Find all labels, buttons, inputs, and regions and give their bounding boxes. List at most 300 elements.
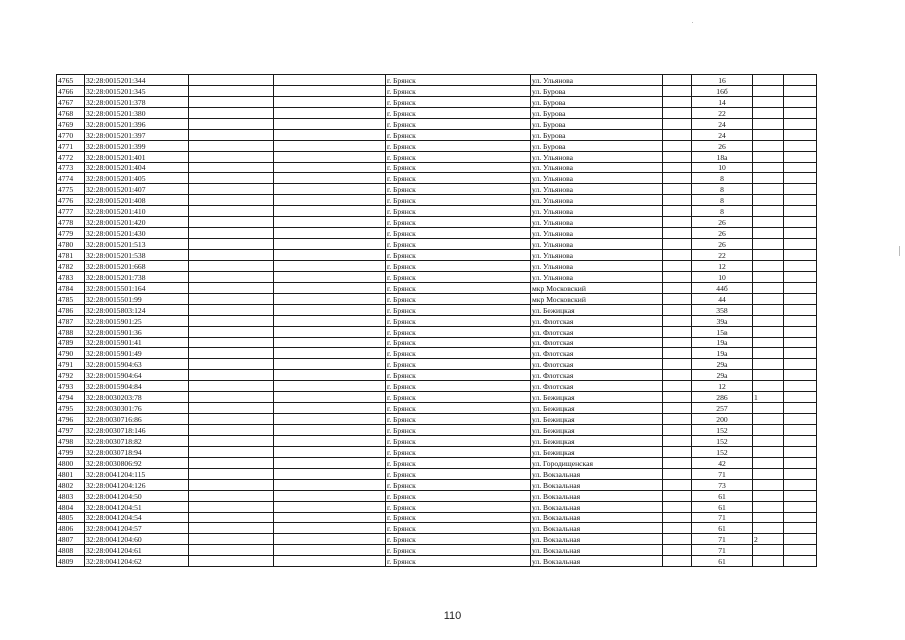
cadastral-number-cell: 32:28:0015904:64 — [85, 370, 189, 381]
city-cell: г. Брянск — [386, 75, 531, 86]
empty-cell — [189, 75, 274, 86]
table-row — [57, 348, 817, 359]
city-cell: г. Брянск — [386, 228, 531, 239]
empty-cell — [189, 195, 274, 206]
row-number-cell: 4785 — [57, 293, 85, 304]
table-row — [57, 271, 817, 282]
city-cell: г. Брянск — [386, 523, 531, 534]
empty-cell — [784, 326, 817, 337]
cadastral-number-cell: 32:28:0015201:401 — [85, 151, 189, 162]
empty-cell — [784, 556, 817, 567]
street-cell: ул. Вокзальная — [531, 479, 663, 490]
empty-cell — [663, 282, 692, 293]
empty-cell — [663, 457, 692, 468]
empty-cell — [189, 457, 274, 468]
house-number-cell: 152 — [692, 446, 753, 457]
extra-value-cell — [753, 206, 784, 217]
row-number-cell: 4786 — [57, 304, 85, 315]
empty-cell — [274, 425, 386, 436]
row-number-cell: 4802 — [57, 479, 85, 490]
house-number-cell: 71 — [692, 512, 753, 523]
extra-value-cell — [753, 556, 784, 567]
street-cell: ул. Ульянова — [531, 151, 663, 162]
empty-cell — [784, 337, 817, 348]
scan-speck — [899, 246, 900, 256]
table-row — [57, 425, 817, 436]
empty-cell — [784, 75, 817, 86]
empty-cell — [274, 348, 386, 359]
table-row — [57, 96, 817, 107]
row-number-cell: 4805 — [57, 512, 85, 523]
empty-cell — [274, 457, 386, 468]
empty-cell — [663, 162, 692, 173]
cadastral-number-cell: 32:28:0015201:396 — [85, 118, 189, 129]
empty-cell — [784, 392, 817, 403]
table-row — [57, 534, 817, 545]
empty-cell — [663, 173, 692, 184]
row-number-cell: 4765 — [57, 75, 85, 86]
city-cell: г. Брянск — [386, 468, 531, 479]
empty-cell — [189, 228, 274, 239]
row-number-cell: 4808 — [57, 545, 85, 556]
house-number-cell: 26 — [692, 140, 753, 151]
cadastral-number-cell: 32:28:0015201:410 — [85, 206, 189, 217]
empty-cell — [784, 315, 817, 326]
empty-cell — [663, 250, 692, 261]
empty-cell — [663, 512, 692, 523]
empty-cell — [189, 260, 274, 271]
empty-cell — [784, 545, 817, 556]
empty-cell — [189, 315, 274, 326]
empty-cell — [274, 206, 386, 217]
extra-value-cell — [753, 195, 784, 206]
city-cell: г. Брянск — [386, 479, 531, 490]
extra-value-cell — [753, 501, 784, 512]
house-number-cell: 152 — [692, 435, 753, 446]
empty-cell — [784, 250, 817, 261]
street-cell: ул. Бежицкая — [531, 425, 663, 436]
empty-cell — [663, 479, 692, 490]
empty-cell — [189, 140, 274, 151]
row-number-cell: 4801 — [57, 468, 85, 479]
street-cell: ул. Ульянова — [531, 162, 663, 173]
empty-cell — [189, 501, 274, 512]
empty-cell — [663, 392, 692, 403]
empty-cell — [189, 446, 274, 457]
house-number-cell: 61 — [692, 501, 753, 512]
empty-cell — [663, 326, 692, 337]
house-number-cell: 61 — [692, 490, 753, 501]
house-number-cell: 8 — [692, 173, 753, 184]
empty-cell — [784, 107, 817, 118]
house-number-cell: 42 — [692, 457, 753, 468]
city-cell: г. Брянск — [386, 293, 531, 304]
cadastral-number-cell: 32:28:0015201:344 — [85, 75, 189, 86]
city-cell: г. Брянск — [386, 260, 531, 271]
table-row — [57, 129, 817, 140]
street-cell: ул. Вокзальная — [531, 512, 663, 523]
empty-cell — [274, 173, 386, 184]
extra-value-cell — [753, 435, 784, 446]
empty-cell — [274, 359, 386, 370]
row-number-cell: 4806 — [57, 523, 85, 534]
empty-cell — [663, 523, 692, 534]
empty-cell — [274, 282, 386, 293]
street-cell: ул. Ульянова — [531, 260, 663, 271]
empty-cell — [784, 304, 817, 315]
empty-cell — [189, 392, 274, 403]
empty-cell — [189, 534, 274, 545]
extra-value-cell — [753, 403, 784, 414]
cadastral-number-cell: 32:28:0015201:408 — [85, 195, 189, 206]
empty-cell — [784, 490, 817, 501]
street-cell: ул. Флотская — [531, 381, 663, 392]
scan-speck — [692, 22, 693, 23]
empty-cell — [189, 414, 274, 425]
empty-cell — [663, 293, 692, 304]
empty-cell — [189, 556, 274, 567]
house-number-cell: 10 — [692, 271, 753, 282]
cadastral-number-cell: 32:28:0015501:99 — [85, 293, 189, 304]
row-number-cell: 4771 — [57, 140, 85, 151]
empty-cell — [663, 304, 692, 315]
empty-cell — [189, 250, 274, 261]
cadastral-number-cell: 32:28:0015201:399 — [85, 140, 189, 151]
house-number-cell: 44б — [692, 282, 753, 293]
extra-value-cell — [753, 151, 784, 162]
cadastral-number-cell: 32:28:0041204:54 — [85, 512, 189, 523]
empty-cell — [274, 490, 386, 501]
house-number-cell: 29а — [692, 370, 753, 381]
empty-cell — [274, 271, 386, 282]
house-number-cell: 61 — [692, 556, 753, 567]
extra-value-cell — [753, 85, 784, 96]
empty-cell — [784, 85, 817, 96]
empty-cell — [663, 446, 692, 457]
empty-cell — [784, 435, 817, 446]
cadastral-number-cell: 32:28:0015901:25 — [85, 315, 189, 326]
city-cell: г. Брянск — [386, 118, 531, 129]
table-row — [57, 228, 817, 239]
empty-cell — [274, 479, 386, 490]
table-row — [57, 239, 817, 250]
row-number-cell: 4773 — [57, 162, 85, 173]
table-row — [57, 556, 817, 567]
empty-cell — [784, 195, 817, 206]
empty-cell — [189, 239, 274, 250]
extra-value-cell — [753, 337, 784, 348]
house-number-cell: 19а — [692, 348, 753, 359]
empty-cell — [274, 326, 386, 337]
city-cell: г. Брянск — [386, 403, 531, 414]
table-row — [57, 206, 817, 217]
house-number-cell: 257 — [692, 403, 753, 414]
street-cell: ул. Ульянова — [531, 184, 663, 195]
empty-cell — [274, 392, 386, 403]
city-cell: г. Брянск — [386, 446, 531, 457]
city-cell: г. Брянск — [386, 545, 531, 556]
cadastral-number-cell: 32:28:0030718:94 — [85, 446, 189, 457]
table-row — [57, 446, 817, 457]
row-number-cell: 4799 — [57, 446, 85, 457]
empty-cell — [663, 96, 692, 107]
street-cell: ул. Вокзальная — [531, 501, 663, 512]
table-row — [57, 118, 817, 129]
empty-cell — [274, 304, 386, 315]
city-cell: г. Брянск — [386, 304, 531, 315]
registry-table — [56, 74, 817, 567]
empty-cell — [274, 315, 386, 326]
extra-value-cell — [753, 96, 784, 107]
empty-cell — [784, 228, 817, 239]
table-row — [57, 326, 817, 337]
cadastral-number-cell: 32:28:0030716:86 — [85, 414, 189, 425]
empty-cell — [663, 315, 692, 326]
street-cell: ул. Бежицкая — [531, 414, 663, 425]
table-row — [57, 392, 817, 403]
empty-cell — [663, 129, 692, 140]
empty-cell — [189, 206, 274, 217]
cadastral-number-cell: 32:28:0015201:513 — [85, 239, 189, 250]
table-row — [57, 250, 817, 261]
street-cell: ул. Ульянова — [531, 271, 663, 282]
empty-cell — [189, 468, 274, 479]
empty-cell — [189, 523, 274, 534]
empty-cell — [784, 282, 817, 293]
street-cell: ул. Вокзальная — [531, 556, 663, 567]
cadastral-number-cell: 32:28:0041204:51 — [85, 501, 189, 512]
house-number-cell: 14 — [692, 96, 753, 107]
cadastral-number-cell: 32:28:0015904:84 — [85, 381, 189, 392]
empty-cell — [784, 381, 817, 392]
empty-cell — [663, 118, 692, 129]
empty-cell — [189, 184, 274, 195]
empty-cell — [189, 337, 274, 348]
row-number-cell: 4803 — [57, 490, 85, 501]
empty-cell — [784, 468, 817, 479]
extra-value-cell — [753, 512, 784, 523]
cadastral-number-cell: 32:28:0015901:49 — [85, 348, 189, 359]
empty-cell — [274, 545, 386, 556]
row-number-cell: 4804 — [57, 501, 85, 512]
empty-cell — [784, 414, 817, 425]
extra-value-cell — [753, 260, 784, 271]
empty-cell — [784, 359, 817, 370]
empty-cell — [784, 370, 817, 381]
empty-cell — [663, 545, 692, 556]
extra-value-cell — [753, 545, 784, 556]
extra-value-cell — [753, 381, 784, 392]
city-cell: г. Брянск — [386, 206, 531, 217]
city-cell: г. Брянск — [386, 140, 531, 151]
city-cell: г. Брянск — [386, 282, 531, 293]
empty-cell — [784, 206, 817, 217]
street-cell: ул. Флотская — [531, 348, 663, 359]
house-number-cell: 286 — [692, 392, 753, 403]
house-number-cell: 39а — [692, 315, 753, 326]
table-row — [57, 282, 817, 293]
street-cell: мкр Московский — [531, 293, 663, 304]
cadastral-number-cell: 32:28:0015201:345 — [85, 85, 189, 96]
table-row — [57, 217, 817, 228]
empty-cell — [663, 85, 692, 96]
street-cell: ул. Вокзальная — [531, 490, 663, 501]
house-number-cell: 24 — [692, 118, 753, 129]
cadastral-number-cell: 32:28:0030301:76 — [85, 403, 189, 414]
empty-cell — [274, 195, 386, 206]
city-cell: г. Брянск — [386, 414, 531, 425]
city-cell: г. Брянск — [386, 96, 531, 107]
city-cell: г. Брянск — [386, 129, 531, 140]
street-cell: ул. Бежицкая — [531, 403, 663, 414]
extra-value-cell — [753, 282, 784, 293]
cadastral-number-cell: 32:28:0015201:378 — [85, 96, 189, 107]
table-row — [57, 184, 817, 195]
row-number-cell: 4782 — [57, 260, 85, 271]
house-number-cell: 24 — [692, 129, 753, 140]
empty-cell — [663, 348, 692, 359]
city-cell: г. Брянск — [386, 107, 531, 118]
table-row — [57, 490, 817, 501]
empty-cell — [189, 512, 274, 523]
city-cell: г. Брянск — [386, 512, 531, 523]
empty-cell — [784, 271, 817, 282]
empty-cell — [274, 140, 386, 151]
empty-cell — [274, 250, 386, 261]
street-cell: ул. Бурова — [531, 107, 663, 118]
empty-cell — [189, 359, 274, 370]
house-number-cell: 19а — [692, 337, 753, 348]
city-cell: г. Брянск — [386, 173, 531, 184]
empty-cell — [274, 75, 386, 86]
empty-cell — [784, 140, 817, 151]
cadastral-number-cell: 32:28:0030718:82 — [85, 435, 189, 446]
table-row — [57, 457, 817, 468]
empty-cell — [189, 490, 274, 501]
city-cell: г. Брянск — [386, 556, 531, 567]
row-number-cell: 4775 — [57, 184, 85, 195]
cadastral-number-cell: 32:28:0041204:61 — [85, 545, 189, 556]
empty-cell — [784, 534, 817, 545]
row-number-cell: 4796 — [57, 414, 85, 425]
empty-cell — [274, 151, 386, 162]
empty-cell — [274, 468, 386, 479]
empty-cell — [663, 490, 692, 501]
empty-cell — [663, 271, 692, 282]
empty-cell — [663, 501, 692, 512]
extra-value-cell: 2 — [753, 534, 784, 545]
empty-cell — [189, 129, 274, 140]
empty-cell — [274, 435, 386, 446]
street-cell: ул. Бежицкая — [531, 392, 663, 403]
street-cell: ул. Флотская — [531, 326, 663, 337]
empty-cell — [663, 206, 692, 217]
cadastral-number-cell: 32:28:0041204:62 — [85, 556, 189, 567]
city-cell: г. Брянск — [386, 381, 531, 392]
empty-cell — [784, 260, 817, 271]
empty-cell — [274, 228, 386, 239]
table-row — [57, 140, 817, 151]
empty-cell — [189, 304, 274, 315]
empty-cell — [784, 512, 817, 523]
empty-cell — [663, 435, 692, 446]
empty-cell — [274, 96, 386, 107]
empty-cell — [189, 425, 274, 436]
empty-cell — [274, 446, 386, 457]
empty-cell — [274, 501, 386, 512]
street-cell: ул. Ульянова — [531, 195, 663, 206]
extra-value-cell — [753, 107, 784, 118]
empty-cell — [663, 359, 692, 370]
empty-cell — [784, 425, 817, 436]
house-number-cell: 10 — [692, 162, 753, 173]
house-number-cell: 71 — [692, 534, 753, 545]
empty-cell — [663, 260, 692, 271]
extra-value-cell — [753, 304, 784, 315]
extra-value-cell — [753, 326, 784, 337]
street-cell: ул. Городищенская — [531, 457, 663, 468]
house-number-cell: 26 — [692, 217, 753, 228]
street-cell: ул. Ульянова — [531, 173, 663, 184]
house-number-cell: 26 — [692, 239, 753, 250]
extra-value-cell — [753, 162, 784, 173]
empty-cell — [274, 85, 386, 96]
empty-cell — [274, 129, 386, 140]
street-cell: ул. Флотская — [531, 359, 663, 370]
cadastral-number-cell: 32:28:0015201:420 — [85, 217, 189, 228]
street-cell: ул. Вокзальная — [531, 534, 663, 545]
extra-value-cell — [753, 490, 784, 501]
city-cell: г. Брянск — [386, 490, 531, 501]
row-number-cell: 4777 — [57, 206, 85, 217]
empty-cell — [274, 184, 386, 195]
table-row — [57, 304, 817, 315]
table-row — [57, 414, 817, 425]
empty-cell — [189, 173, 274, 184]
extra-value-cell — [753, 425, 784, 436]
cadastral-number-cell: 32:28:0015901:36 — [85, 326, 189, 337]
empty-cell — [189, 107, 274, 118]
extra-value-cell — [753, 370, 784, 381]
table-row — [57, 260, 817, 271]
house-number-cell: 16б — [692, 85, 753, 96]
city-cell: г. Брянск — [386, 217, 531, 228]
table-row — [57, 107, 817, 118]
street-cell: ул. Флотская — [531, 370, 663, 381]
empty-cell — [189, 370, 274, 381]
street-cell: ул. Ульянова — [531, 75, 663, 86]
empty-cell — [663, 403, 692, 414]
row-number-cell: 4779 — [57, 228, 85, 239]
house-number-cell: 16 — [692, 75, 753, 86]
empty-cell — [663, 370, 692, 381]
empty-cell — [663, 468, 692, 479]
city-cell: г. Брянск — [386, 151, 531, 162]
row-number-cell: 4788 — [57, 326, 85, 337]
house-number-cell: 18а — [692, 151, 753, 162]
street-cell: ул. Ульянова — [531, 206, 663, 217]
empty-cell — [784, 217, 817, 228]
extra-value-cell — [753, 75, 784, 86]
cadastral-number-cell: 32:28:0041204:50 — [85, 490, 189, 501]
city-cell: г. Брянск — [386, 239, 531, 250]
empty-cell — [663, 217, 692, 228]
house-number-cell: 22 — [692, 107, 753, 118]
row-number-cell: 4793 — [57, 381, 85, 392]
street-cell: ул. Вокзальная — [531, 468, 663, 479]
city-cell: г. Брянск — [386, 271, 531, 282]
empty-cell — [663, 140, 692, 151]
